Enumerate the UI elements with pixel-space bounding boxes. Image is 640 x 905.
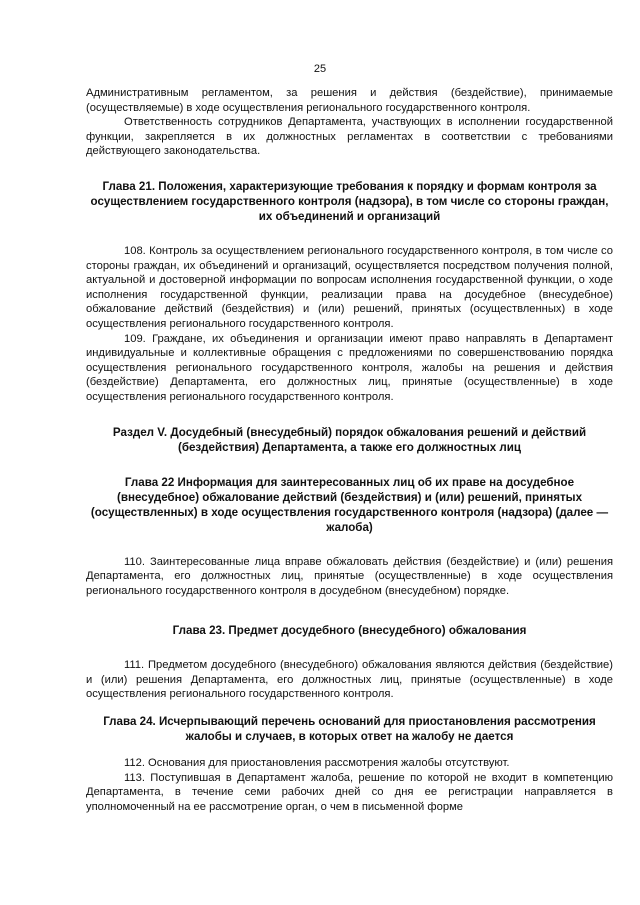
paragraph-responsibility: Ответственность сотрудников Департамента, участвующих в исполнении государственной функции, закрепляется в их должностных регламентах в соответствии с требованиями действующего законодательства. [86, 116, 613, 158]
heading-chapter-23: Глава 23. Предмет досудебного (внесудебного) обжалования [172, 624, 527, 638]
heading-chapter-21: Глава 21. Положения, характеризующие требования к порядку и формам контроля за осуществлением государственного контроля (надзора), в том числе со стороны граждан, их объединений и организаций [90, 179, 609, 223]
page-number: 25 [313, 63, 327, 75]
paragraph-111: 111. Предметом досудебного (внесудебного) обжалования являются действия (бездействие) и (или) решения Департамента, его должностных лиц, принятые (осуществленные) в ходе осуществления регионального государственного контроля. [86, 659, 613, 701]
heading-chapter-22: Глава 22 Информация для заинтересованных лиц об их праве на досудебное (внесудебное) обжалование действий (бездействия) и (или) решений, принятых (осуществленных) в ходе осуществления государственного контроля (надзора) (далее — жалоба) [90, 475, 609, 534]
paragraph-113: 113. Поступившая в Департамент жалоба, решение по которой не входит в компетенцию Департамента, в течение семи рабочих дней со дня ее регистрации направляется в уполномоченный на ее рассмотрение орган, о чем в письменной форме [86, 771, 613, 813]
paragraph-108: 108. Контроль за осуществлением регионального государственного контроля, в том числе со стороны граждан, их объединений и организаций, осуществляется посредством получения полной, актуальной и достоверной информации по вопросам исполнения государственной функции, о ходе исполнения государственной функции, реализации права на досудебное (внесудебное) обжалование действий (бездействия) и (или) решений, принятых (осуществленных) в ходе осуществления регионального государственного контроля. [86, 244, 613, 330]
heading-chapter-24: Глава 24. Исчерпывающий перечень оснований для приостановления рассмотрения жалобы и случаев, в которых ответ на жалобу не дается [103, 715, 596, 744]
paragraph-112: 112. Основания для приостановления рассмотрения жалобы отсутствуют. [124, 757, 510, 770]
paragraph-109: 109. Граждане, их объединения и организации имеют право направлять в Департамент индивидуальные и коллективные обращения с предложениями по совершенствованию порядка осуществления регионального государственного контроля, жалобы на решения и действия (бездействие) Департамента, его должностных лиц, принятые (осуществленные) в ходе осуществления регионального государственного контроля. [86, 332, 613, 403]
paragraph-intro-continuation: Административным регламентом, за решения и действия (бездействие), принимаемые (осуществляемые) в ходе осуществления регионального государственного контроля. [86, 87, 613, 114]
page-content [86, 86, 613, 814]
paragraph-110: 110. Заинтересованные лица вправе обжаловать действия (бездействие) и (или) решения Департамента, его должностных лиц, принятые (осуществленные) в ходе осуществления регионального государственного контроля в досудебном (внесудебном) порядке. [86, 555, 613, 597]
heading-section-5: Раздел V. Досудебный (внесудебный) порядок обжалования решений и действий (бездействия) Департамента, а также его должностных лиц [112, 425, 587, 454]
